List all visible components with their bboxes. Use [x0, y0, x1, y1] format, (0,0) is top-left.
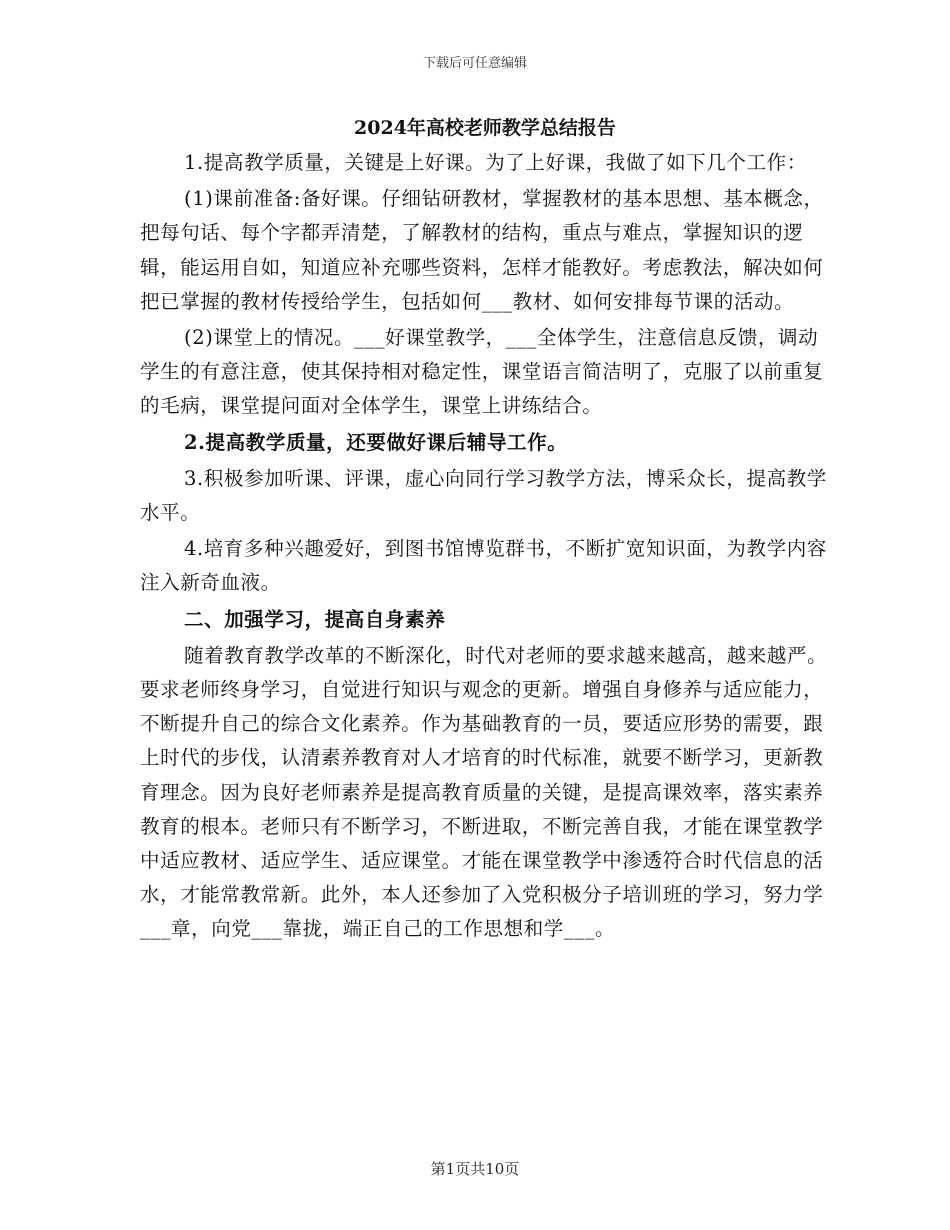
paragraph: 随着教育教学改革的不断深化，时代对老师的要求越来越高，越来越严。要求老师终身学习，自觉进行知识与观念的更新。增强自身修养与适应能力，不断提升自己的综合文化素养。作为基础教育的一员，要适应形势的需要，跟上时代的步伐，认清素养教育对人才培育的时代标准，就要不断学习，更新教育理念。因为良好老师素养是提高教育质量的关键，是提高课效率，落实素养教育的根本。老师只有不断学习，不断进取，不断完善自我，才能在课堂教学中适应教材、适应学生、适应课堂。才能在课堂教学中渗透符合时代信息的活水，才能常教常新。此外，本人还参加了入党积极分子培训班的学习，努力学___章，向党___靠拢，端正自己的工作思想和学___。: [140, 643, 828, 941]
paragraph: 3.积极参加听课、评课，虚心向同行学习教学方法，博采众长，提高教学水平。: [140, 466, 827, 525]
paragraph: (2)课堂上的情况。___好课堂教学，___全体学生，注意信息反馈，调动学生的有意注意，使其保持相对稳定性，课堂语言简洁明了，克服了以前重复的毛病，课堂提问面对全体学生，课堂上讲练结合。: [140, 326, 824, 418]
page-header-note: 下载后可任意编辑: [422, 56, 527, 71]
paragraph: 4.培育多种兴趣爱好，到图书馆博览群书，不断扩宽知识面，为教学内容注入新奇血液。: [140, 537, 827, 595]
document-body: [140, 112, 830, 949]
document-title: 2024年高校老师教学总结报告: [354, 117, 616, 139]
paragraph-heading: 2.提高教学质量，还要做好课后辅导工作。: [184, 430, 568, 454]
section-heading: 二、加强学习，提高自身素养: [184, 607, 446, 631]
paragraph: 1.提高教学质量，关键是上好课。为了上好课，我做了如下几个工作：: [184, 151, 807, 174]
paragraph: (1)课前准备:备好课。仔细钻研教材，掌握教材的基本思想、基本概念，把每句话、每个字都弄清楚，了解教材的结构，重点与难点，掌握知识的逻辑，能运用自如，知道应补充哪些资料，怎样才能教好。考虑教法，解决如何把已掌握的教材传授给学生，包括如何___教材、如何安排每节课的活动。: [140, 187, 824, 313]
page-number: 第1页共10页: [430, 1160, 520, 1178]
